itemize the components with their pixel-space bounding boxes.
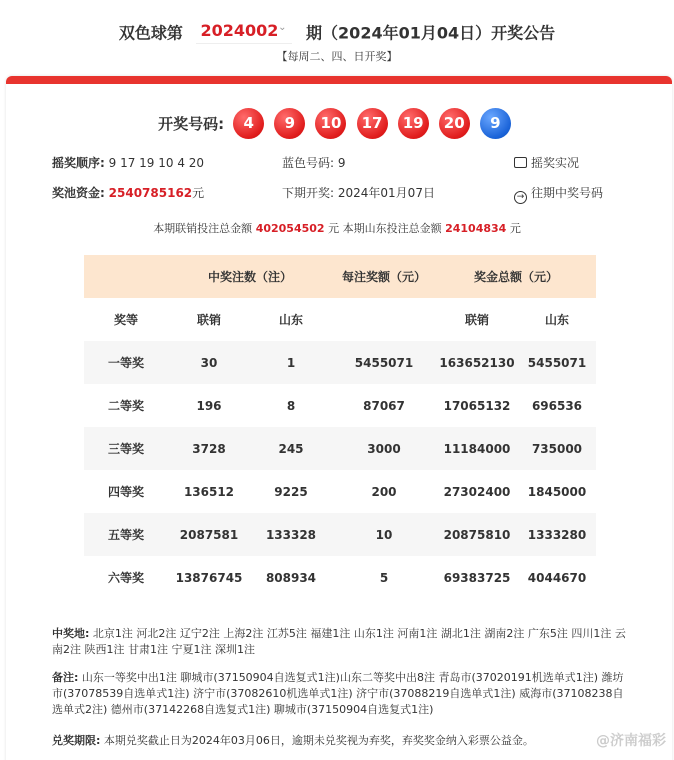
count-lian: 196 — [168, 384, 250, 427]
next-draw-value: 2024年01月07日 — [337, 186, 435, 200]
sales-unit-2: 元 — [509, 222, 521, 235]
watermark-text: @济南福彩 — [596, 733, 666, 749]
subheader-level: 奖等 — [84, 298, 168, 341]
announcement-title — [0, 20, 674, 44]
remarks — [52, 670, 632, 718]
monitor-icon — [514, 157, 527, 168]
count-shan: 1 — [250, 341, 332, 384]
claim-deadline-label: 兑奖期限: — [52, 734, 101, 747]
prize-table — [84, 255, 596, 599]
next-draw-label: 下期开奖: — [282, 186, 335, 200]
live-draw-link[interactable] — [514, 154, 579, 171]
winner-locations — [52, 626, 632, 658]
per-prize: 87067 — [332, 384, 436, 427]
red-ball: 19 — [398, 108, 429, 139]
sales-value-1: 402054502 — [255, 222, 325, 235]
page-header — [0, 0, 674, 76]
total-lian: 17065132 — [436, 384, 518, 427]
count-shan: 9225 — [250, 470, 332, 513]
total-lian: 27302400 — [436, 470, 518, 513]
red-ball: 20 — [439, 108, 470, 139]
count-lian: 136512 — [168, 470, 250, 513]
table-row — [84, 427, 596, 470]
live-draw-label: 摇奖实况 — [531, 156, 580, 170]
chevron-down-icon: ⌄ — [278, 22, 287, 33]
sales-text-1: 本期联销投注总金额 — [153, 222, 253, 235]
total-shan: 1333280 — [518, 513, 596, 556]
total-lian: 20875810 — [436, 513, 518, 556]
table-row — [84, 513, 596, 556]
count-shan: 133328 — [250, 513, 332, 556]
history-label: 往期中奖号码 — [531, 186, 604, 200]
table-header-row — [84, 255, 596, 298]
winner-locations-label: 中奖地: — [52, 627, 90, 640]
arrow-right-icon: → — [514, 191, 527, 204]
sales-unit-1: 元 本期山东投注总金额 — [328, 222, 442, 235]
remarks-label: 备注: — [52, 671, 79, 684]
prize-pool-label: 奖池资金: — [52, 186, 105, 200]
sales-value-2: 24104834 — [445, 222, 507, 235]
total-shan: 1845000 — [518, 470, 596, 513]
header-total: 奖金总额（元） — [436, 255, 596, 298]
subheader-shan2: 山东 — [518, 298, 596, 341]
prize-pool-unit: 元 — [192, 186, 205, 200]
per-prize: 200 — [332, 470, 436, 513]
table-subheader-row — [84, 298, 596, 341]
red-ball: 10 — [315, 108, 346, 139]
count-lian: 3728 — [168, 427, 250, 470]
per-prize: 3000 — [332, 427, 436, 470]
count-lian: 2087581 — [168, 513, 250, 556]
blue-ball: 9 — [480, 108, 511, 139]
blue-number-value: 9 — [337, 156, 346, 170]
header-empty — [84, 255, 168, 298]
prize-level: 六等奖 — [84, 556, 168, 599]
total-shan: 5455071 — [518, 341, 596, 384]
total-shan: 735000 — [518, 427, 596, 470]
title-prefix: 双色球第 — [118, 23, 183, 43]
count-shan: 245 — [250, 427, 332, 470]
winning-numbers — [0, 108, 674, 139]
per-prize: 5455071 — [332, 341, 436, 384]
draw-order-value: 9 17 19 10 4 20 — [108, 156, 205, 170]
total-shan: 696536 — [518, 384, 596, 427]
count-shan: 808934 — [250, 556, 332, 599]
prize-level: 四等奖 — [84, 470, 168, 513]
prize-level: 五等奖 — [84, 513, 168, 556]
issue-select[interactable] — [196, 20, 292, 44]
total-lian: 69383725 — [436, 556, 518, 599]
issue-value: 2024002 — [200, 21, 279, 40]
blue-number — [282, 154, 346, 171]
table-row — [84, 341, 596, 384]
prize-level: 一等奖 — [84, 341, 168, 384]
prize-level: 三等奖 — [84, 427, 168, 470]
header-per: 每注奖额（元） — [332, 255, 436, 298]
draw-order — [52, 154, 204, 171]
draw-schedule: 【每周二、四、日开奖】 — [276, 50, 398, 63]
blue-number-label: 蓝色号码: — [282, 156, 335, 170]
total-shan: 4044670 — [518, 556, 596, 599]
red-ball: 17 — [357, 108, 388, 139]
table-row — [84, 384, 596, 427]
per-prize: 10 — [332, 513, 436, 556]
count-shan: 8 — [250, 384, 332, 427]
table-row — [84, 556, 596, 599]
total-lian: 163652130 — [436, 341, 518, 384]
prize-pool-value: 2540785162 — [108, 186, 193, 200]
subheader-lian2: 联销 — [436, 298, 518, 341]
history-link[interactable] — [514, 184, 603, 204]
per-prize: 5 — [332, 556, 436, 599]
subheader-shan: 山东 — [250, 298, 332, 341]
header-count: 中奖注数（注） — [168, 255, 332, 298]
red-ball: 4 — [233, 108, 264, 139]
winner-locations-text: 北京1注 河北2注 辽宁2注 上海2注 江苏5注 福建1注 山东1注 河南1注 湖北1注 湖南2注 广东5注 四川1注 云南2注 陕西1注 甘肃1注 宁夏1注 深圳1注 — [52, 627, 626, 656]
total-lian: 11184000 — [436, 427, 518, 470]
subheader-empty — [332, 298, 436, 341]
count-lian: 13876745 — [168, 556, 250, 599]
prize-level: 二等奖 — [84, 384, 168, 427]
draw-order-label: 摇奖顺序: — [52, 156, 105, 170]
subheader-lian: 联销 — [168, 298, 250, 341]
count-lian: 30 — [168, 341, 250, 384]
prize-pool — [52, 184, 204, 201]
title-suffix: 期（2024年01月04日）开奖公告 — [306, 23, 556, 43]
next-draw — [282, 184, 435, 201]
table-row — [84, 470, 596, 513]
winning-numbers-label: 开奖号码: — [158, 115, 225, 133]
sales-summary — [0, 220, 674, 236]
claim-deadline — [52, 733, 632, 749]
red-ball: 9 — [274, 108, 305, 139]
claim-deadline-text: 本期兑奖截止日为2024年03月06日，逾期未兑奖视为弃奖，弃奖奖金纳入彩票公益金。 — [103, 734, 534, 747]
remarks-text: 山东一等奖中出1注 聊城市(37150904自选复式1注)山东二等奖中出8注 青岛市(37020191机选单式1注) 潍坊市(37078539自选单式1注) 济宁市(37082610机选单式1注) 济宁市(37088219自选单式1注) 威海市(37108238自选单式2注) 德州市(37142268自选复式1注) 聊城市(37150904自选复式1注) — [52, 671, 624, 716]
